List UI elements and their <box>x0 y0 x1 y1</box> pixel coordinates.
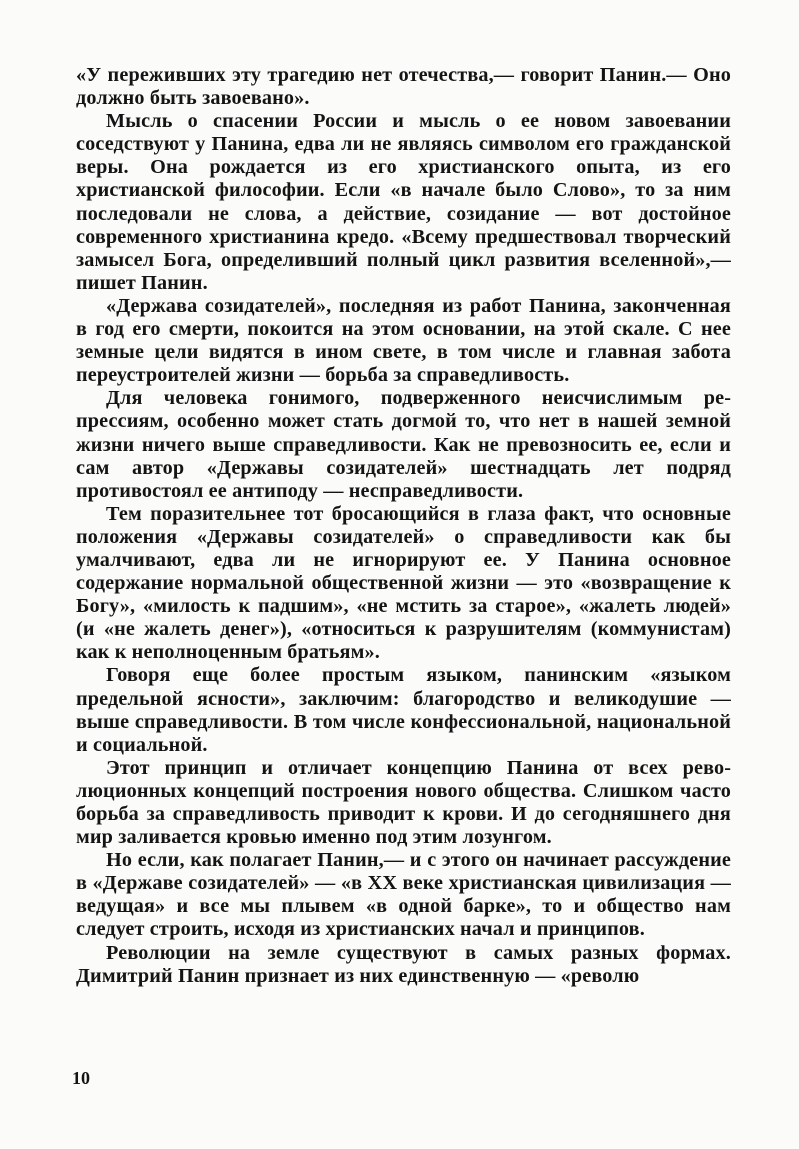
paragraph-1: «У переживших эту трагедию нет отечества,— говорит Панин.— Оно должно быть завоевано». <box>76 64 731 110</box>
paragraph-4: Для человека гонимого, подверженного неисчислимым репрессиям, особенно может стать догмой то, что нет в нашей земной жизни ничего выше справедливости. Как не превозносить ее, если и сам автор «Державы созидателей» шестнадцать лет подряд противостоял ее антиподу — несправедливости. <box>76 387 731 502</box>
paragraph-6: Говоря еще более простым языком, панинским «языком предельной ясности», заключим: благородство и великодушие — выше справедливости. В том числе конфессиональной, национальной и социальной. <box>76 664 731 756</box>
paragraph-9: Революции на земле существуют в самых разных формах. Димитрий Панин признает из них единственную — «револю <box>76 941 731 987</box>
paragraph-2: Мысль о спасении России и мысль о ее новом завоевании соседствуют у Панина, едва ли не являясь символом его гражданской веры. Она рождается из его христианского опыта, из его христианской философии. Если «в начале было Слово», то за ним последовали не слова, а действие, созидание — вот достойное современного христианина кредо. «Всему предшествовал творческий замысел Бога, определивший полный цикл развития вселенной»,— пишет Панин. <box>76 110 731 294</box>
paragraph-7: Этот принцип и отличает концепцию Панина от всех революционных концепций построения нового общества. Слишком часто борьба за справедливость приводит к крови. И до сегодняшнего дня мир заливается кровью именно под этим лозунгом. <box>76 756 731 849</box>
paragraph-3: «Держава созидателей», последняя из работ Панина, законченная в год его смерти, покоится на этом основании, на этой скале. С нее земные цели видятся в ином свете, в том числе и главная забота переустроителей жизни — борьба за справедливость. <box>76 294 731 387</box>
page-body <box>76 64 731 988</box>
page-number: 10 <box>72 1068 90 1088</box>
paragraph-8: Но если, как полагает Панин,— и с этого он начинает рассуждение в «Державе созидателей» — «в XX веке христианская цивилизация — ведущая» и все мы плывем «в одной барке», то и общество нам следует строить, исходя из христианских начал и принципов. <box>76 849 731 941</box>
paragraph-5: Тем поразительнее тот бросающийся в глаза факт, что основные положения «Державы созидателей» о справедливости как бы умалчивают, едва ли не игнорируют ее. У Панина основное содержание нормальной общественной жизни — это «возвращение к Богу», «милость к падшим», «не мстить за старое», «жалеть людей» (и «не жалеть денег»), «относиться к разрушителям (коммунистам) как к неполноценным братьям». <box>76 502 731 664</box>
